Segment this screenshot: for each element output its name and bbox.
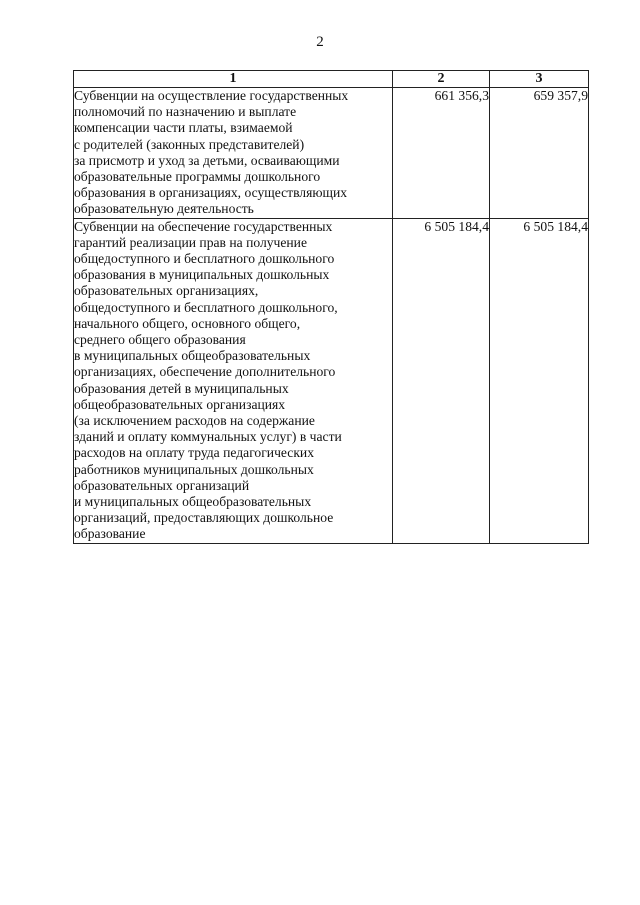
description-line: в муниципальных общеобразовательных bbox=[74, 348, 311, 364]
description-line: образовательные программы дошкольного bbox=[74, 169, 321, 185]
description-line: Субвенции на осуществление государственных bbox=[74, 88, 349, 103]
row-description bbox=[74, 88, 393, 219]
description-line: образовательную деятельность bbox=[74, 201, 254, 217]
budget-table bbox=[73, 70, 589, 544]
column-header-1: 1 bbox=[74, 71, 393, 88]
row-value-col2: 6 505 184,4 bbox=[393, 218, 490, 543]
description-line: среднего общего образования bbox=[74, 332, 246, 348]
description-line: с родителей (законных представителей) bbox=[74, 136, 305, 152]
description-line: зданий и оплату коммунальных услуг) в части bbox=[74, 429, 342, 445]
description-line: компенсации части платы, взимаемой bbox=[74, 120, 293, 136]
description-line: гарантий реализации прав на получение bbox=[74, 234, 307, 250]
description-line: организациях, обеспечение дополнительного bbox=[74, 364, 336, 380]
row-value-col3: 659 357,9 bbox=[490, 88, 589, 219]
description-line: образования в организациях, осуществляющих bbox=[74, 185, 348, 201]
description-line: общеобразовательных организациях bbox=[74, 396, 286, 412]
description-line: образования детей в муниципальных bbox=[74, 380, 289, 396]
description-line: начального общего, основного общего, bbox=[74, 315, 301, 331]
description-line: общедоступного и бесплатного дошкольного bbox=[74, 251, 335, 267]
description-line: Субвенции на обеспечение государственных bbox=[74, 218, 333, 234]
description-line: образование bbox=[74, 526, 146, 542]
column-header-3: 3 bbox=[490, 71, 589, 88]
description-line: (за исключением расходов на содержание bbox=[74, 413, 315, 429]
description-line: за присмотр и уход за детьми, осваивающими bbox=[74, 152, 340, 168]
description-line: работников муниципальных дошкольных bbox=[74, 461, 314, 477]
description-line: организаций, предоставляющих дошкольное bbox=[74, 510, 334, 526]
column-header-2: 2 bbox=[393, 71, 490, 88]
page-number: 2 bbox=[316, 34, 324, 50]
description-line: образовательных организациях, bbox=[74, 283, 259, 299]
description-line: образовательных организаций bbox=[74, 477, 250, 493]
description-line: и муниципальных общеобразовательных bbox=[74, 494, 312, 510]
row-description bbox=[74, 218, 393, 543]
description-line: полномочий по назначению и выплате bbox=[74, 104, 297, 120]
table-header-row bbox=[74, 71, 589, 88]
table-row bbox=[74, 218, 589, 543]
row-value-col3: 6 505 184,4 bbox=[490, 218, 589, 543]
table-row bbox=[74, 88, 589, 219]
description-line: расходов на оплату труда педагогических bbox=[74, 445, 314, 461]
description-line: образования в муниципальных дошкольных bbox=[74, 267, 330, 283]
description-line: общедоступного и бесплатного дошкольного, bbox=[74, 299, 338, 315]
row-value-col2: 661 356,3 bbox=[393, 88, 490, 219]
